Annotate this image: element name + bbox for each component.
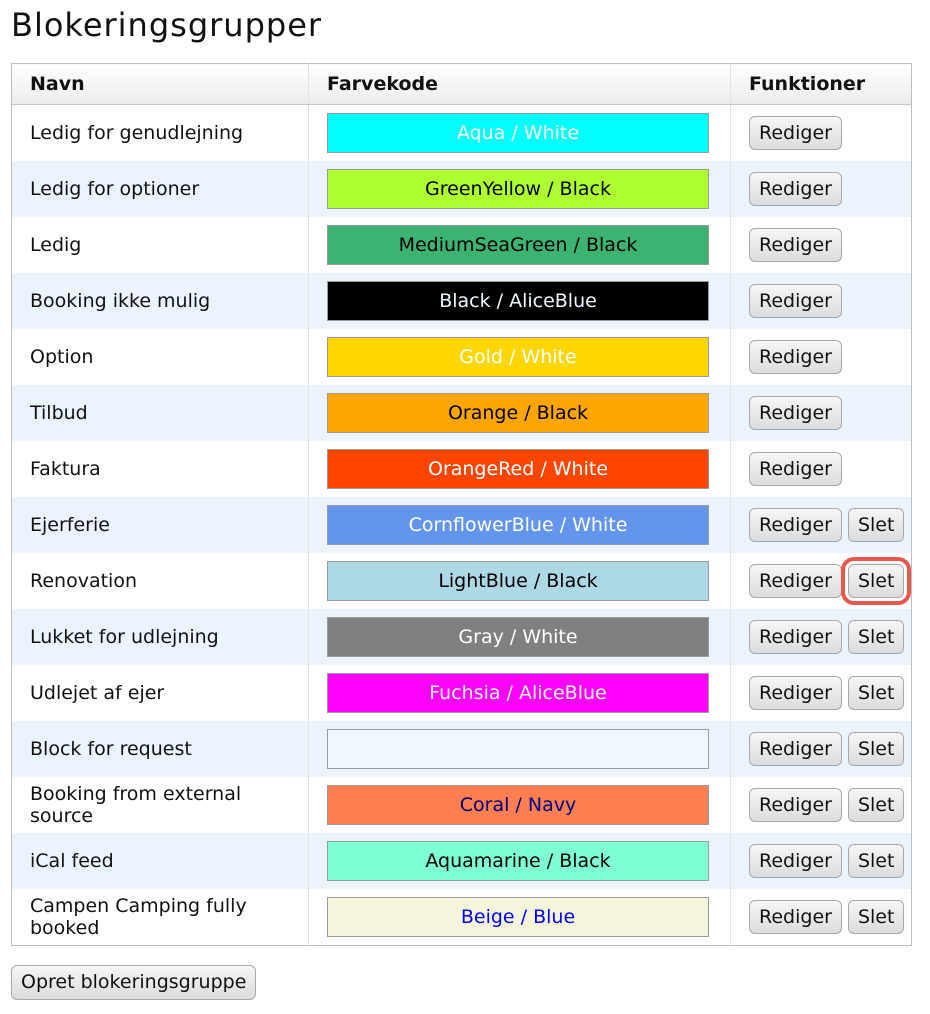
edit-button[interactable]: Rediger <box>749 676 842 710</box>
edit-button[interactable]: Rediger <box>749 284 842 318</box>
functions-cell <box>731 329 912 385</box>
table-row <box>12 161 912 217</box>
color-swatch: Gold / White <box>327 337 709 377</box>
functions-cell <box>731 553 912 609</box>
group-name: Ledig <box>12 217 309 273</box>
edit-button[interactable]: Rediger <box>749 228 842 262</box>
functions-cell <box>731 721 912 777</box>
color-code-cell <box>309 385 731 441</box>
color-swatch: Black / AliceBlue <box>327 281 709 321</box>
color-code-cell <box>309 833 731 889</box>
edit-button[interactable]: Rediger <box>749 844 842 878</box>
group-name: Udlejet af ejer <box>12 665 309 721</box>
page-title: Blokeringsgrupper <box>11 6 323 44</box>
group-name: Tilbud <box>12 385 309 441</box>
delete-button[interactable]: Slet <box>848 844 904 878</box>
color-code-cell <box>309 553 731 609</box>
group-name: Campen Camping fully booked <box>12 889 309 946</box>
color-swatch: OrangeRed / White <box>327 449 709 489</box>
group-name: Option <box>12 329 309 385</box>
edit-button[interactable]: Rediger <box>749 396 842 430</box>
color-swatch: AliceBlue / AliceBlue <box>327 729 709 769</box>
color-code-cell <box>309 161 731 217</box>
group-name: Booking from external source <box>12 777 309 833</box>
color-code-cell <box>309 721 731 777</box>
delete-button[interactable]: Slet <box>848 676 904 710</box>
color-code-cell <box>309 217 731 273</box>
group-name: Lukket for udlejning <box>12 609 309 665</box>
color-code-cell <box>309 777 731 833</box>
color-code-cell <box>309 273 731 329</box>
color-swatch: Fuchsia / AliceBlue <box>327 673 709 713</box>
delete-button[interactable]: Slet <box>848 732 904 766</box>
functions-cell <box>731 497 912 553</box>
group-name: Ledig for genudlejning <box>12 105 309 162</box>
edit-button[interactable]: Rediger <box>749 340 842 374</box>
functions-cell <box>731 833 912 889</box>
color-swatch: GreenYellow / Black <box>327 169 709 209</box>
table-row <box>12 105 912 162</box>
delete-button[interactable]: Slet <box>848 508 904 542</box>
table-row <box>12 497 912 553</box>
delete-button[interactable]: Slet <box>848 564 904 598</box>
table-row <box>12 273 912 329</box>
delete-button[interactable]: Slet <box>848 620 904 654</box>
group-name: Renovation <box>12 553 309 609</box>
group-name: Ejerferie <box>12 497 309 553</box>
color-code-cell <box>309 665 731 721</box>
color-swatch: Coral / Navy <box>327 785 709 825</box>
table-row <box>12 385 912 441</box>
edit-button[interactable]: Rediger <box>749 732 842 766</box>
header-name: Navn <box>12 64 309 105</box>
edit-button[interactable]: Rediger <box>749 452 842 486</box>
group-name: Booking ikke mulig <box>12 273 309 329</box>
table-row <box>12 441 912 497</box>
group-name: Faktura <box>12 441 309 497</box>
group-name: iCal feed <box>12 833 309 889</box>
functions-cell <box>731 665 912 721</box>
table-row <box>12 217 912 273</box>
edit-button[interactable]: Rediger <box>749 620 842 654</box>
edit-button[interactable]: Rediger <box>749 788 842 822</box>
edit-button[interactable]: Rediger <box>749 508 842 542</box>
header-color-code: Farvekode <box>309 64 731 105</box>
color-swatch: LightBlue / Black <box>327 561 709 601</box>
functions-cell <box>731 385 912 441</box>
color-swatch: MediumSeaGreen / Black <box>327 225 709 265</box>
edit-button[interactable]: Rediger <box>749 900 842 934</box>
functions-cell <box>731 161 912 217</box>
color-code-cell <box>309 609 731 665</box>
create-blocking-group-button[interactable]: Opret blokeringsgruppe <box>11 965 256 1000</box>
table-row <box>12 833 912 889</box>
color-swatch: Beige / Blue <box>327 897 709 937</box>
delete-button[interactable]: Slet <box>848 900 904 934</box>
functions-cell <box>731 105 912 162</box>
table-header-row <box>12 64 912 105</box>
color-code-cell <box>309 889 731 946</box>
edit-button[interactable]: Rediger <box>749 564 842 598</box>
functions-cell <box>731 609 912 665</box>
color-swatch: Gray / White <box>327 617 709 657</box>
color-code-cell <box>309 497 731 553</box>
table-row <box>12 777 912 833</box>
functions-cell <box>731 273 912 329</box>
table-row <box>12 329 912 385</box>
blocking-groups-table <box>11 63 912 946</box>
color-code-cell <box>309 441 731 497</box>
color-swatch: Aqua / White <box>327 113 709 153</box>
edit-button[interactable]: Rediger <box>749 172 842 206</box>
color-swatch: CornflowerBlue / White <box>327 505 709 545</box>
table-row <box>12 721 912 777</box>
table-row <box>12 609 912 665</box>
functions-cell <box>731 889 912 946</box>
edit-button[interactable]: Rediger <box>749 116 842 150</box>
functions-cell <box>731 777 912 833</box>
table-row <box>12 553 912 609</box>
functions-cell <box>731 217 912 273</box>
color-code-cell <box>309 105 731 162</box>
color-swatch: Orange / Black <box>327 393 709 433</box>
functions-cell <box>731 441 912 497</box>
table-row <box>12 665 912 721</box>
group-name: Block for request <box>12 721 309 777</box>
delete-button[interactable]: Slet <box>848 788 904 822</box>
table-row <box>12 889 912 946</box>
color-code-cell <box>309 329 731 385</box>
color-swatch: Aquamarine / Black <box>327 841 709 881</box>
group-name: Ledig for optioner <box>12 161 309 217</box>
header-functions: Funktioner <box>731 64 912 105</box>
